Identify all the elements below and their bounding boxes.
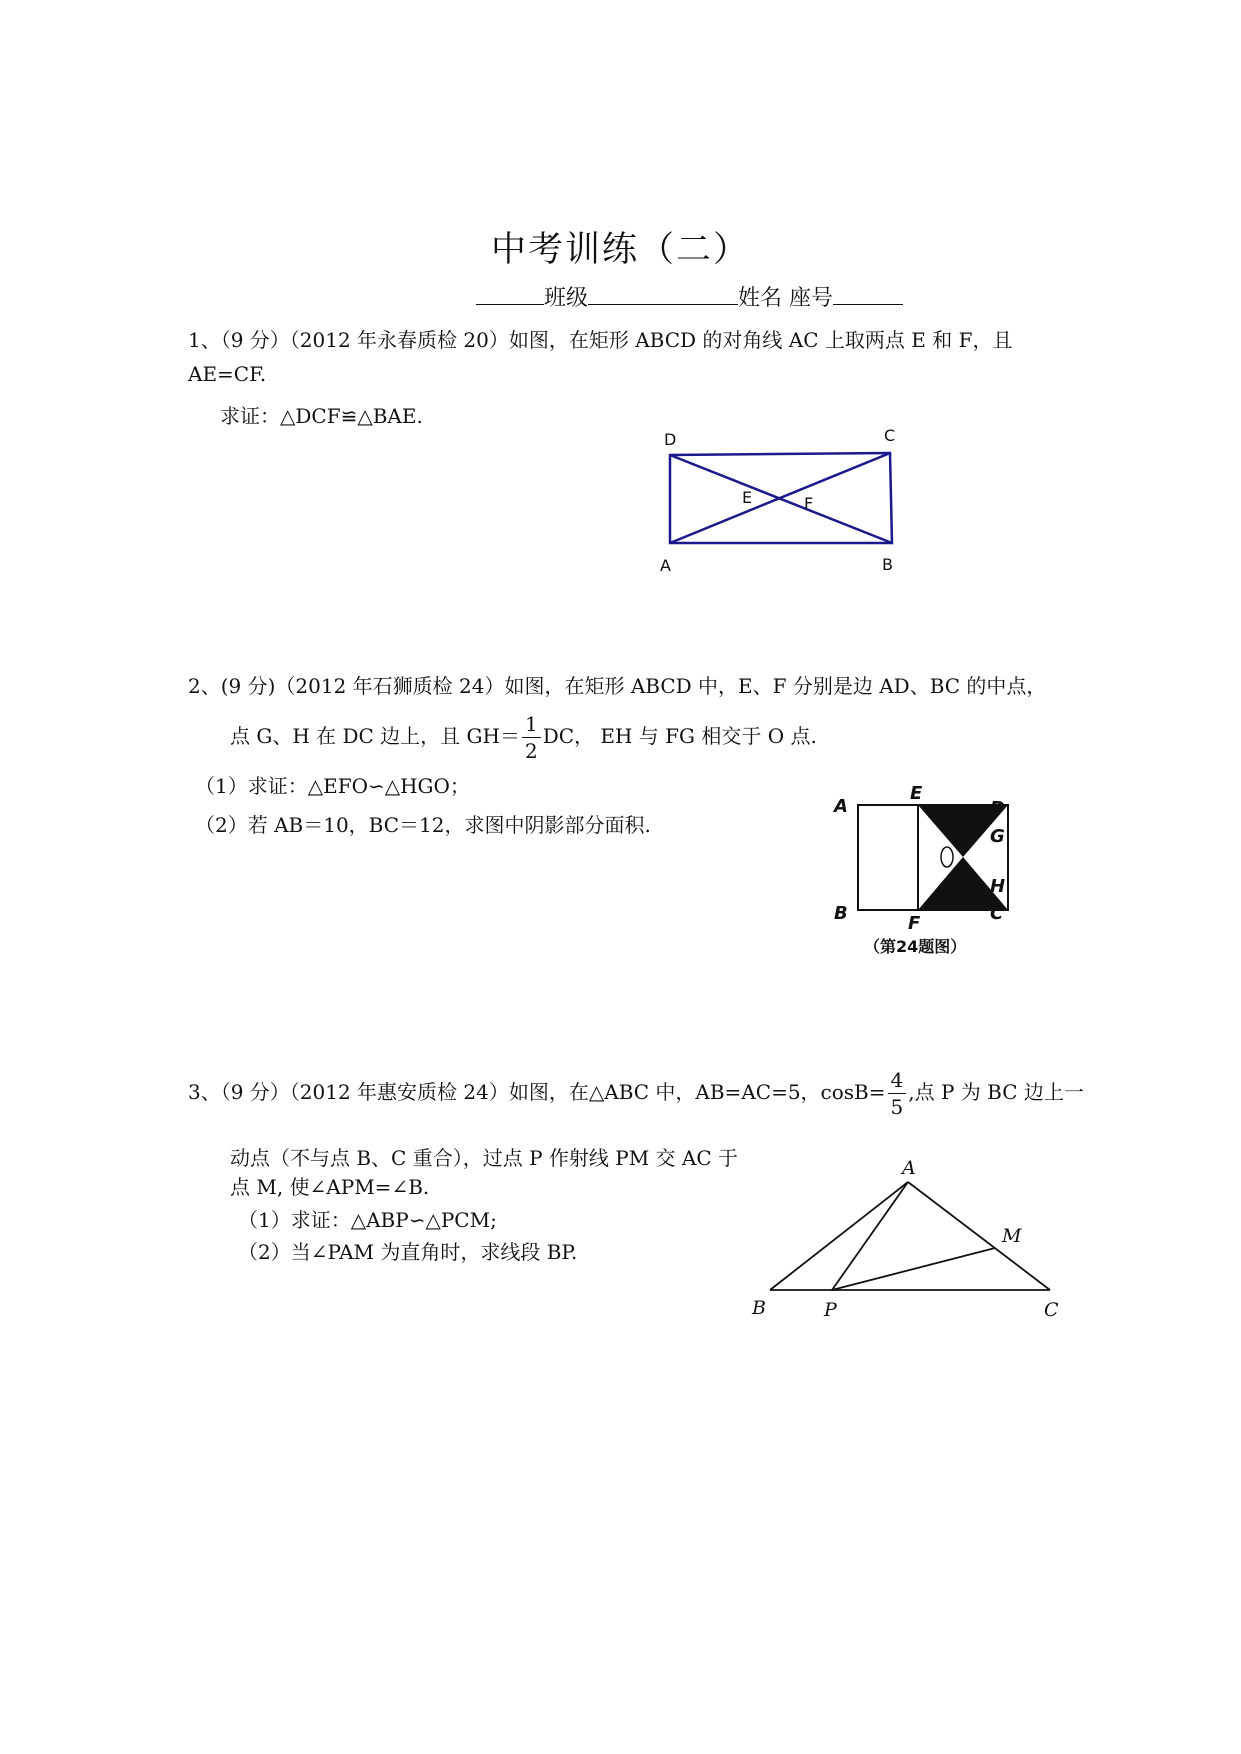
q3-frac-num: 4 [888, 1070, 907, 1094]
q3-part1: （1）求证：△ABP∽△PCM; [238, 1208, 497, 1232]
q3-triangle-figure [740, 1150, 1080, 1330]
q3-line2: 动点（不与点 B、C 重合），过点 P 作射线 PM 交 AC 于 [230, 1146, 738, 1170]
q2-fraction [522, 714, 541, 761]
q3-segment-ac [908, 1182, 1050, 1290]
q2-line2-pre: 点 G、H 在 DC 边上，且 GH＝ [230, 724, 520, 748]
q2-rectangle-figure [820, 785, 1020, 970]
q1-label-f: F [804, 494, 814, 513]
q3-frac-den: 5 [890, 1095, 904, 1119]
class-label: 班级 [544, 286, 589, 311]
q1-label-d: D [664, 430, 677, 449]
q3-line3: 点 M, 使∠APM=∠B. [230, 1175, 430, 1199]
class-blank[interactable] [476, 282, 544, 305]
q3-segment-ab [770, 1182, 908, 1290]
q2-figure-caption: （第24题图） [864, 937, 967, 956]
q1-rectangle-figure [650, 425, 910, 583]
q2-line1: 2、(9 分)（2012 年石狮质检 24）如图，在矩形 ABCD 中，E、F 分别是边 AD、BC 的中点， [188, 674, 1047, 698]
q3-line1-pre: 3、（9 分）（2012 年惠安质检 24）如图，在△ABC 中，AB=AC=5，cosB= [188, 1080, 886, 1104]
q2-part1: （1）求证：△EFO∽△HGO； [195, 774, 470, 798]
q3-label-c: C [1044, 1299, 1059, 1321]
q2-label-e: E [910, 785, 923, 804]
seat-blank[interactable] [833, 282, 903, 305]
seat-label: 座号 [789, 286, 834, 311]
q2-label-c: C [990, 903, 1004, 924]
q2-frac-den: 2 [524, 739, 538, 763]
name-label: 姓名 [738, 286, 783, 311]
q1-line1: 1、（9 分）（2012 年永春质检 20）如图，在矩形 ABCD 的对角线 AC 上取两点 E 和 F，且 [188, 328, 1013, 352]
q1-prove: 求证：△DCF≌△BAE. [220, 404, 423, 428]
q2-frac-num: 1 [522, 714, 541, 738]
q2-label-b: B [834, 903, 848, 924]
q3-label-p: P [824, 1299, 837, 1321]
q2-label-f: F [908, 913, 921, 934]
q1-label-b: B [882, 555, 893, 574]
q3-part2: （2）当∠PAM 为直角时，求线段 BP. [238, 1240, 578, 1264]
q2-line2 [230, 714, 817, 761]
q1-label-c: C [884, 426, 896, 445]
q1-label-a: A [660, 556, 671, 575]
student-info-line [476, 281, 903, 312]
q1-line2: AE=CF. [188, 362, 267, 386]
q2-label-a: A [834, 796, 848, 817]
q3-label-m: M [1002, 1225, 1022, 1247]
q2-label-d: D [990, 798, 1005, 819]
q3-line1 [188, 1070, 1084, 1117]
q3-label-a: A [902, 1157, 916, 1179]
q2-label-o-mark [941, 847, 953, 867]
q2-line2-post: DC， EH 与 FG 相交于 O 点. [542, 724, 817, 748]
q3-fraction [888, 1070, 907, 1117]
name-blank[interactable] [588, 282, 738, 305]
q2-part2: （2）若 AB＝10，BC＝12，求图中阴影部分面积. [195, 813, 651, 837]
q1-label-e: E [742, 488, 753, 507]
q3-label-b: B [752, 1297, 766, 1319]
page-title: 中考训练（二） [490, 230, 750, 270]
q2-label-h: H [990, 876, 1006, 897]
q2-label-g: G [990, 826, 1005, 847]
q3-line1-post: ,点 P 为 BC 边上一 [908, 1080, 1084, 1104]
